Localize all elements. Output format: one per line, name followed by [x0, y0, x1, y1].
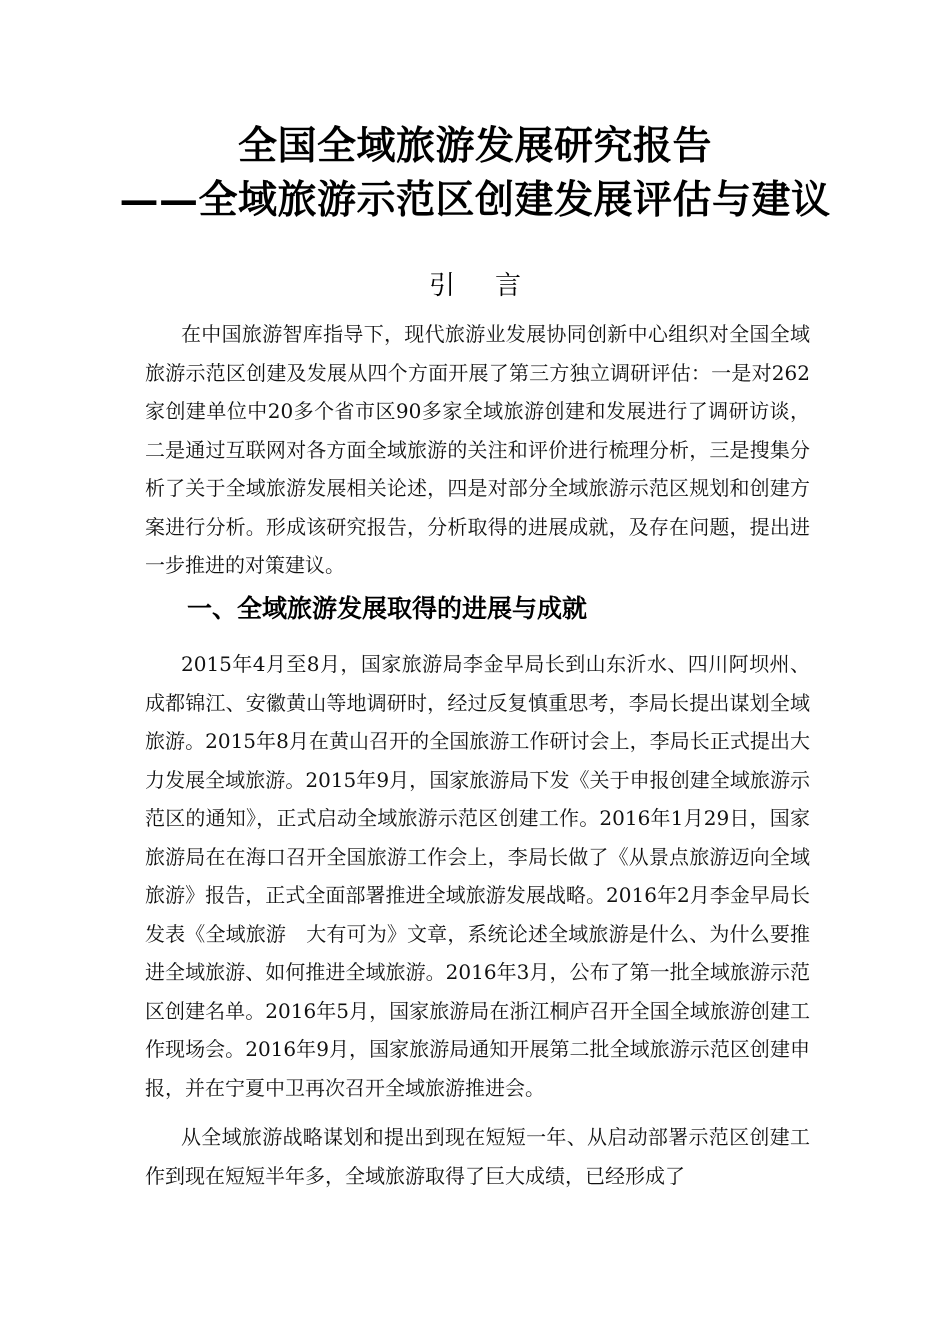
intro-heading-char-1: 引: [428, 271, 455, 301]
section-paragraph-2: 从全域旅游战略谋划和提出到现在短短一年、从启动部署示范区创建工作到现在短短半年多，全域旅游取得了巨大成绩，已经形成了: [145, 1125, 810, 1188]
document-title: 全国全域旅游发展研究报告: [237, 123, 712, 169]
intro-heading: [0, 264, 950, 308]
intro-heading-char-2: 言: [495, 271, 522, 301]
document-subtitle: ——全域旅游示范区创建发展评估与建议: [119, 177, 831, 223]
section-heading: 一、全域旅游发展取得的进展与成就: [187, 594, 588, 623]
section-paragraph-1: 2015年4月至8月，国家旅游局李金早局长到山东沂水、四川阿坝州、成都锦江、安徽黄山等地调研时，经过反复慎重思考，李局长提出谋划全域旅游。2015年8月在黄山召开的全国旅游工作研讨会上，李局长正式提出大力发展全域旅游。2015年9月，国家旅游局下发《关于申报创建全域旅游示范区的通知》，正式启动全域旅游示范区创建工作。2016年1月29日，国家旅游局在在海口召开全国旅游工作会上，李局长做了《从景点旅游迈向全域旅游》报告，正式全面部署推进全域旅游发展战略。2016年2月李金早局长发表《全域旅游 大有可为》文章，系统论述全域旅游是什么、为什么要推进全域旅游、如何推进全域旅游。2016年3月，公布了第一批全域旅游示范区创建名单。2016年5月，国家旅游局在浙江桐庐召开全国全域旅游创建工作现场会。2016年9月，国家旅游局通知开展第二批全域旅游示范区创建申报，并在宁夏中卫再次召开全域旅游推进会。: [145, 652, 810, 1100]
intro-paragraph: 在中国旅游智库指导下，现代旅游业发展协同创新中心组织对全国全域旅游示范区创建及发展从四个方面开展了第三方独立调研评估：一是对262家创建单位中20多个省市区90多家全域旅游创建和发展进行了调研访谈，二是通过互联网对各方面全域旅游的关注和评价进行梳理分析，三是搜集分析了关于全域旅游发展相关论述，四是对部分全域旅游示范区规划和创建方案进行分析。形成该研究报告，分析取得的进展成就，及存在问题，提出进一步推进的对策建议。: [145, 322, 810, 577]
